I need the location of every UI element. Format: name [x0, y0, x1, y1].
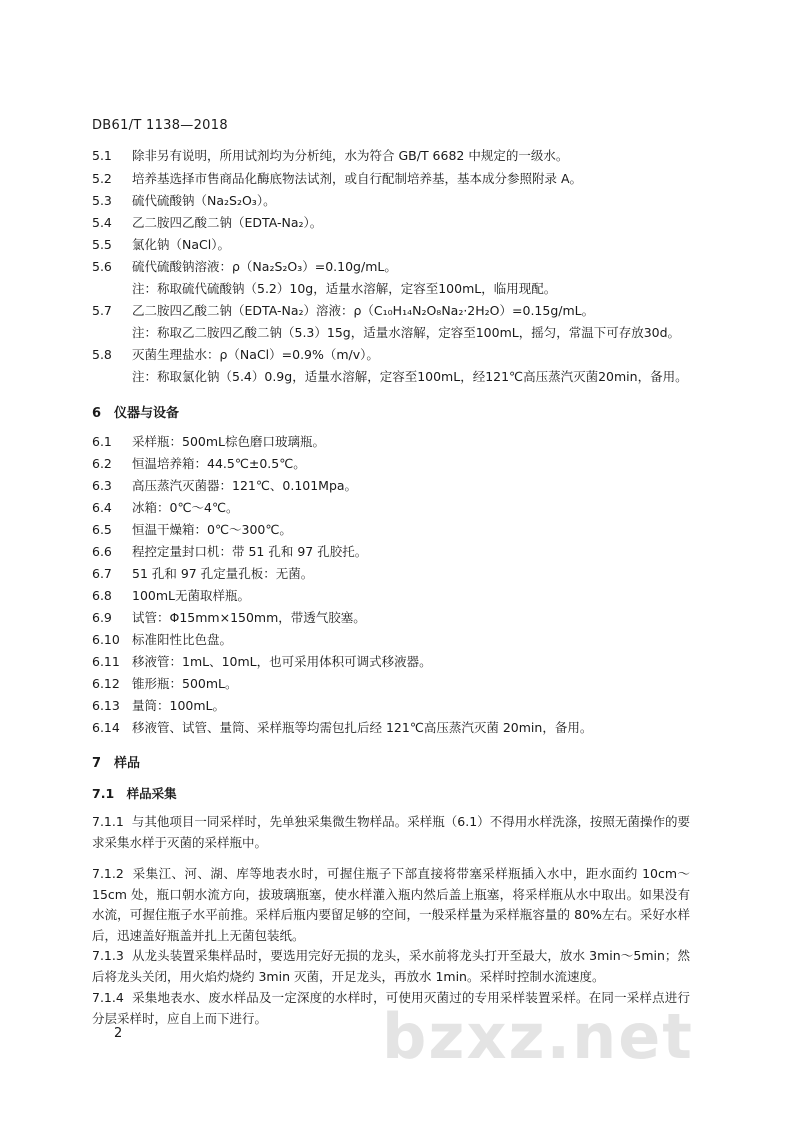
- clause-number: 6.3: [92, 478, 112, 493]
- clause-text: 除非另有说明，所用试剂均为分析纯，水为符合 GB/T 6682 中规定的一级水。: [132, 148, 569, 163]
- section-heading: 6 仪器与设备: [92, 406, 180, 421]
- clause-text: 恒温培养箱：44.5℃±0.5℃。: [132, 456, 306, 471]
- clause-number: 6.10: [92, 632, 120, 647]
- clause-number: 5.5: [92, 237, 112, 252]
- clause-text: 试管：Φ15mm×150mm，带透气胶塞。: [132, 610, 366, 625]
- clause-text: 采样瓶：500mL棕色磨口玻璃瓶。: [132, 434, 325, 449]
- sampling-paragraph: [92, 812, 690, 853]
- clause-text: 移液管：1mL、10mL，也可采用体积可调式移液器。: [132, 654, 432, 669]
- clause-number: 5.8: [92, 347, 112, 362]
- clause-text: 采集地表水、废水样品及一定深度的水样时，可使用灭菌过的专用采样装置采样。在同一采样点进行分层采样时，应自上而下进行。: [92, 990, 690, 1026]
- clause-text: 冰箱：0℃～4℃。: [132, 500, 239, 515]
- clause-text: 高压蒸汽灭菌器：121℃、0.101Mpa。: [132, 478, 358, 493]
- clause-number: 5.3: [92, 193, 112, 208]
- sampling-paragraph: [92, 946, 690, 987]
- clause-number: 7.1.2: [92, 866, 124, 881]
- clause-number: 6.8: [92, 588, 112, 603]
- clause-number: 6.1: [92, 434, 112, 449]
- clause-text: 51 孔和 97 孔定量孔板：无菌。: [132, 566, 314, 581]
- clause-number: 6.13: [92, 698, 120, 713]
- sampling-paragraph: [92, 864, 690, 946]
- subsection-heading: 7.1 样品采集: [92, 786, 177, 801]
- clause-text: 标准阳性比色盘。: [132, 632, 233, 647]
- section-heading: 7 样品: [92, 756, 141, 771]
- clause-number: 6.11: [92, 654, 120, 669]
- clause-text: 100mL无菌取样瓶。: [132, 588, 250, 603]
- clause-number: 6.6: [92, 544, 112, 559]
- clause-text: 硫代硫酸钠溶液：ρ（Na₂S₂O₃）=0.10g/mL。: [132, 259, 397, 274]
- clause-text: 乙二胺四乙酸二钠（EDTA-Na₂）溶液：ρ（C₁₀H₁₄N₂O₈Na₂·2H₂O）=0.15g/mL。: [132, 303, 595, 318]
- watermark-logo: bzxz.net: [382, 1000, 694, 1073]
- clause-text: 乙二胺四乙酸二钠（EDTA-Na₂）。: [132, 215, 323, 230]
- clause-number: 5.6: [92, 259, 112, 274]
- clause-text: 培养基选择市售商品化酶底物法试剂，或自行配制培养基，基本成分参照附录 A。: [132, 171, 583, 186]
- clause-number: 6.9: [92, 610, 112, 625]
- clause-number: 7.1.1: [92, 814, 124, 829]
- clause-number: 7.1.3: [92, 948, 124, 963]
- clause-text: 锥形瓶：500mL。: [132, 676, 238, 691]
- clause-number: 5.2: [92, 171, 112, 186]
- clause-text: 恒温干燥箱：0℃～300℃。: [132, 522, 292, 537]
- page-number: 2: [114, 1026, 123, 1041]
- clause-number: 6.5: [92, 522, 112, 537]
- clause-number: 6.14: [92, 720, 120, 735]
- clause-text: 程控定量封口机：带 51 孔和 97 孔胶托。: [132, 544, 368, 559]
- note-text: 注：称取乙二胺四乙酸二钠（5.3）15g，适量水溶解，定容至100mL，摇匀，常温下可存放30d。: [132, 325, 681, 340]
- clause-number: 6.2: [92, 456, 112, 471]
- clause-text: 与其他项目一同采样时，先单独采集微生物样品。采样瓶（6.1）不得用水样洗涤，按照无菌操作的要求采集水样于灭菌的采样瓶中。: [92, 814, 690, 850]
- note-text: 注：称取氯化钠（5.4）0.9g，适量水溶解，定容至100mL，经121℃高压蒸汽灭菌20min，备用。: [132, 369, 688, 384]
- clause-number: 5.7: [92, 303, 112, 318]
- clause-text: 量筒：100mL。: [132, 698, 225, 713]
- clause-number: 5.1: [92, 148, 112, 163]
- clause-number: 6.4: [92, 500, 112, 515]
- clause-text: 氯化钠（NaCl）。: [132, 237, 230, 252]
- clause-text: 灭菌生理盐水：ρ（NaCl）=0.9%（m/v）。: [132, 347, 379, 362]
- clause-text: 采集江、河、湖、库等地表水时，可握住瓶子下部直接将带塞采样瓶插入水中，距水面约 10cm～15cm 处，瓶口朝水流方向，拔玻璃瓶塞，使水样灌入瓶内然后盖上瓶塞，将采样瓶从水中取出。如果没有水流，可握住瓶子水平前推。采样后瓶内要留足够的空间，一般采样量为采样瓶容量的 80%左右。采好水样后，迅速盖好瓶盖并扎上无菌包装纸。: [92, 866, 691, 943]
- clause-number: 6.7: [92, 566, 112, 581]
- clause-text: 硫代硫酸钠（Na₂S₂O₃）。: [132, 193, 276, 208]
- clause-number: 7.1.4: [92, 990, 124, 1005]
- note-text: 注：称取硫代硫酸钠（5.2）10g，适量水溶解，定容至100mL，临用现配。: [132, 281, 557, 296]
- clause-text: 从龙头装置采集样品时，要选用完好无损的龙头，采水前将龙头打开至最大，放水 3min～5min；然后将龙头关闭，用火焰灼烧约 3min 灭菌，开足龙头，再放水 1min。采样时控制水流速度。: [92, 948, 690, 984]
- document-code-header: DB61/T 1138—2018: [92, 118, 228, 133]
- clause-text: 移液管、试管、量筒、采样瓶等均需包扎后经 121℃高压蒸汽灭菌 20min，备用。: [132, 720, 593, 735]
- clause-number: 6.12: [92, 676, 120, 691]
- clause-number: 5.4: [92, 215, 112, 230]
